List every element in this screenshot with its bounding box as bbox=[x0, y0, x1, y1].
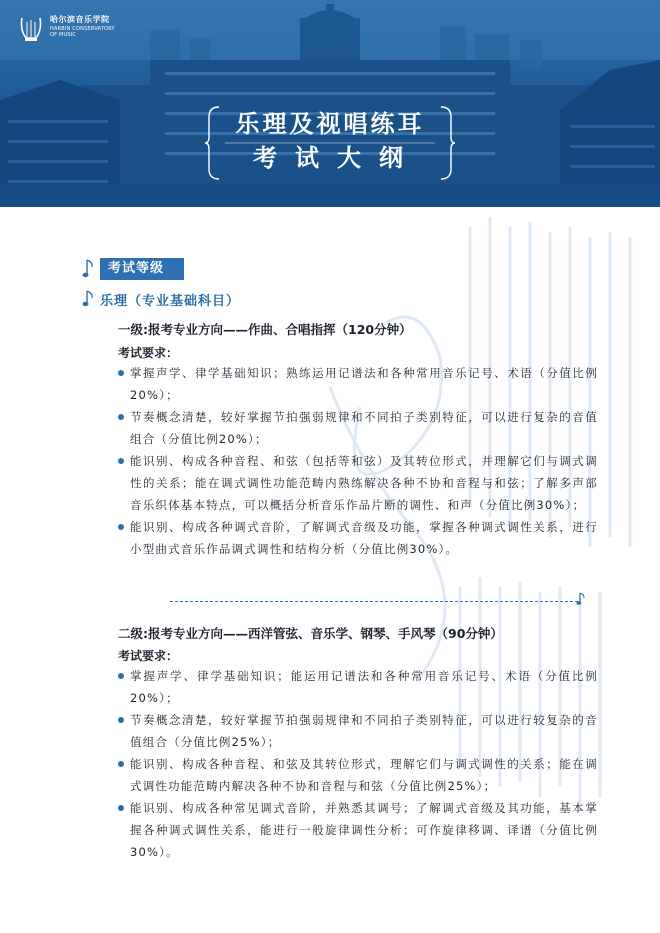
section-divider bbox=[170, 601, 578, 602]
bullet-icon bbox=[118, 524, 124, 530]
music-note-icon bbox=[82, 258, 96, 280]
bullet-icon bbox=[118, 458, 124, 464]
level-2-requirements-label: 考试要求： bbox=[118, 649, 179, 663]
level-2-requirements-list bbox=[118, 665, 598, 863]
school-name-cn: 哈尔滨音乐学院 bbox=[50, 15, 110, 24]
list-item: 节奏概念清楚，较好掌握节拍强弱规律和不同拍子类别特征，可以进行复杂的音值组合（分值比例20%）； bbox=[118, 406, 598, 450]
list-item: 掌握声学、律学基础知识；熟练运用记谱法和各种常用音乐记号、术语（分值比例20%）； bbox=[118, 362, 598, 406]
music-note-icon bbox=[576, 592, 586, 606]
title-line-2: 考试大纲 bbox=[253, 143, 421, 172]
list-item: 掌握声学、律学基础知识；能运用记谱法和各种常用音乐记号、术语（分值比例20%）； bbox=[118, 665, 598, 709]
list-item: 能识别、构成各种音程、和弦及其转位形式，理解它们与调式调性的关系；能在调式调性功能范畴内解决各种不协和音程与和弦（分值比例25%）； bbox=[118, 753, 598, 797]
lyre-icon bbox=[16, 14, 46, 44]
bullet-icon bbox=[118, 805, 124, 811]
list-item: 能识别、构成各种音程、和弦（包括等和弦）及其转位形式，并理解它们与调式调性的关系；能在调式调性功能范畴内熟练解决各种不协和音程与和弦；了解多声部音乐织体基本特点，可以概括分析音乐作品片断的调性、和声（分值比例30%）； bbox=[118, 450, 598, 516]
document-title bbox=[205, 103, 455, 183]
level-1-title: 一级:报考专业方向——作曲、合唱指挥（120分钟） bbox=[118, 322, 412, 337]
school-name-en-line2: OF MUSIC bbox=[50, 32, 77, 38]
school-name-en-line1: HARBIN CONSERVATORY bbox=[50, 26, 115, 32]
title-line-1: 乐理及视唱练耳 bbox=[235, 109, 425, 138]
level-2-title: 二级:报考专业方向——西洋管弦、音乐学、钢琴、手风琴（90分钟） bbox=[118, 626, 503, 641]
bullet-icon bbox=[118, 414, 124, 420]
list-item: 节奏概念清楚，较好掌握节拍强弱规律和不同拍子类别特征，可以进行较复杂的音值组合（分值比例25%）； bbox=[118, 709, 598, 753]
title-bracket-frame bbox=[205, 103, 455, 183]
level-1-requirements-label: 考试要求： bbox=[118, 346, 179, 360]
list-item: 能识别、构成各种调式音阶，了解调式音级及功能，掌握各种调式调性关系，进行小型曲式音乐作品调式调性和结构分析（分值比例30%）。 bbox=[118, 516, 598, 560]
section-label: 考试等级 bbox=[100, 258, 184, 280]
school-logo bbox=[16, 14, 115, 44]
subject-title: 乐理（专业基础科目） bbox=[100, 294, 241, 309]
music-note-icon bbox=[82, 289, 96, 309]
bullet-icon bbox=[118, 761, 124, 767]
bullet-icon bbox=[118, 717, 124, 723]
bullet-icon bbox=[118, 673, 124, 679]
level-1-requirements-list bbox=[118, 362, 598, 560]
bullet-icon bbox=[118, 370, 124, 376]
header-banner bbox=[0, 0, 660, 207]
list-item: 能识别、构成各种常见调式音阶，并熟悉其调号；了解调式音级及其功能，基本掌握各种调式调性关系，能进行一般旋律调性分析；可作旋律移调、译谱（分值比例30%）。 bbox=[118, 797, 598, 863]
